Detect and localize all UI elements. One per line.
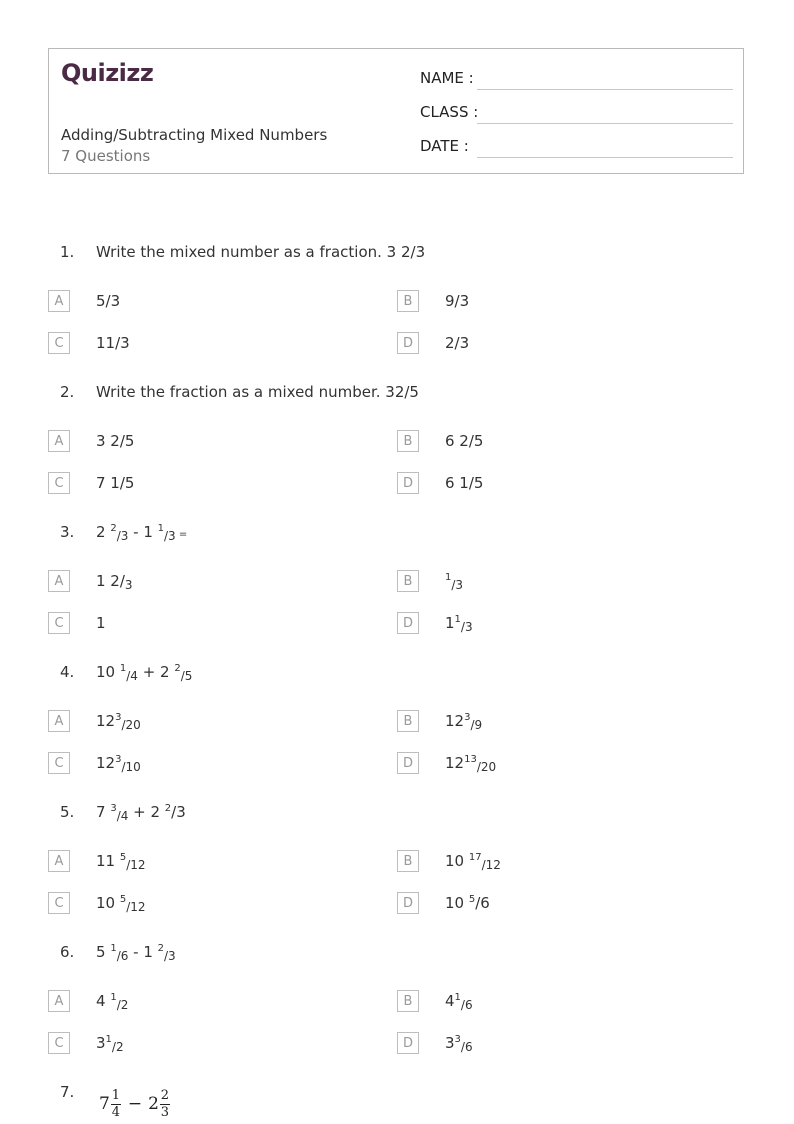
date-field[interactable]	[420, 137, 733, 161]
name-field[interactable]	[420, 69, 733, 93]
question-number: 1.	[60, 243, 75, 261]
option-letter[interactable]: A	[48, 990, 70, 1012]
option-text: 11/3	[96, 334, 130, 352]
option-letter[interactable]: A	[48, 710, 70, 732]
name-line[interactable]	[477, 89, 733, 90]
question-number: 7.	[60, 1083, 75, 1101]
option-letter[interactable]: D	[397, 892, 419, 914]
quizizz-logo: Quizizz	[61, 59, 154, 87]
option-text: 11 $^5_{/12}$	[96, 852, 146, 872]
option-letter[interactable]: B	[397, 850, 419, 872]
option-text: 2/3	[445, 334, 470, 352]
option-letter[interactable]: A	[48, 570, 70, 592]
class-line[interactable]	[477, 123, 733, 124]
fraction: 2 3	[160, 1087, 170, 1120]
option-letter[interactable]: A	[48, 290, 70, 312]
option-letter[interactable]: C	[48, 1032, 70, 1054]
option-text: 1	[96, 614, 106, 632]
option-letter[interactable]: B	[397, 990, 419, 1012]
option-text: 6 1/5	[445, 474, 484, 492]
option-text: 6 2/5	[445, 432, 484, 450]
worksheet-title: Adding/Subtracting Mixed Numbers	[61, 126, 328, 144]
question-text: Write the fraction as a mixed number. 32/5	[96, 383, 419, 401]
option-text: 10 $^5_{/12}$	[96, 894, 146, 914]
option-text: 4 $^1_{/2}$	[96, 992, 129, 1012]
option-text: 10 $^{17}_{/12}$	[445, 852, 501, 872]
option-text: 9/3	[445, 292, 470, 310]
question-count: 7 Questions	[61, 147, 151, 165]
option-text: $3^1_{/2}$	[96, 1034, 124, 1054]
question-text: 7 $^3_{/4}$ + 2 $^2$/3	[96, 803, 186, 823]
option-text: 1 $2/_3$	[96, 572, 133, 592]
option-letter[interactable]: B	[397, 430, 419, 452]
question-number: 6.	[60, 943, 75, 961]
option-letter[interactable]: B	[397, 290, 419, 312]
option-letter[interactable]: B	[397, 710, 419, 732]
worksheet-header	[48, 48, 744, 174]
option-text: $3^3_{/6}$	[445, 1034, 473, 1054]
option-letter[interactable]: C	[48, 472, 70, 494]
option-letter[interactable]: C	[48, 612, 70, 634]
option-text: $12^3_{/9}$	[445, 712, 483, 732]
question-number: 2.	[60, 383, 75, 401]
option-letter[interactable]: A	[48, 850, 70, 872]
option-letter[interactable]: A	[48, 430, 70, 452]
option-letter[interactable]: D	[397, 612, 419, 634]
option-letter[interactable]: B	[397, 570, 419, 592]
option-text: $^1_{/3}$	[445, 572, 464, 592]
question-text: 5 $^1_{/6}$ - 1 $^2_{/3}$	[96, 943, 176, 963]
question-expression: 7 1 4 − 2 2 3	[99, 1087, 170, 1120]
date-line[interactable]	[477, 157, 733, 158]
question-text: 2 $^2_{/3}$ - 1 $^1_{/3}$ =	[96, 523, 188, 543]
option-text: 7 1/5	[96, 474, 135, 492]
option-letter[interactable]: C	[48, 892, 70, 914]
question-text: Write the mixed number as a fraction. 3 2/3	[96, 243, 426, 261]
option-text: $12^3_{/10}$	[96, 754, 141, 774]
option-letter[interactable]: D	[397, 332, 419, 354]
option-text: $4^1_{/6}$	[445, 992, 473, 1012]
option-text: 10 $^5$/6	[445, 894, 490, 912]
class-field[interactable]	[420, 103, 733, 127]
date-label: DATE :	[420, 137, 469, 155]
question-number: 3.	[60, 523, 75, 541]
option-letter[interactable]: C	[48, 332, 70, 354]
question-number: 5.	[60, 803, 75, 821]
option-text: $1^1_{/3}$	[445, 614, 473, 634]
option-letter[interactable]: C	[48, 752, 70, 774]
option-text: 3 2/5	[96, 432, 135, 450]
question-number: 4.	[60, 663, 75, 681]
option-letter[interactable]: D	[397, 1032, 419, 1054]
option-letter[interactable]: D	[397, 752, 419, 774]
option-text: $12^3_{/20}$	[96, 712, 141, 732]
option-text: $12^{13}_{/20}$	[445, 754, 497, 774]
option-text: 5/3	[96, 292, 121, 310]
name-label: NAME :	[420, 69, 474, 87]
class-label: CLASS :	[420, 103, 479, 121]
option-letter[interactable]: D	[397, 472, 419, 494]
fraction: 1 4	[111, 1087, 120, 1120]
question-text: 10 $^1_{/4}$ + 2 $^2_{/5}$	[96, 663, 193, 683]
